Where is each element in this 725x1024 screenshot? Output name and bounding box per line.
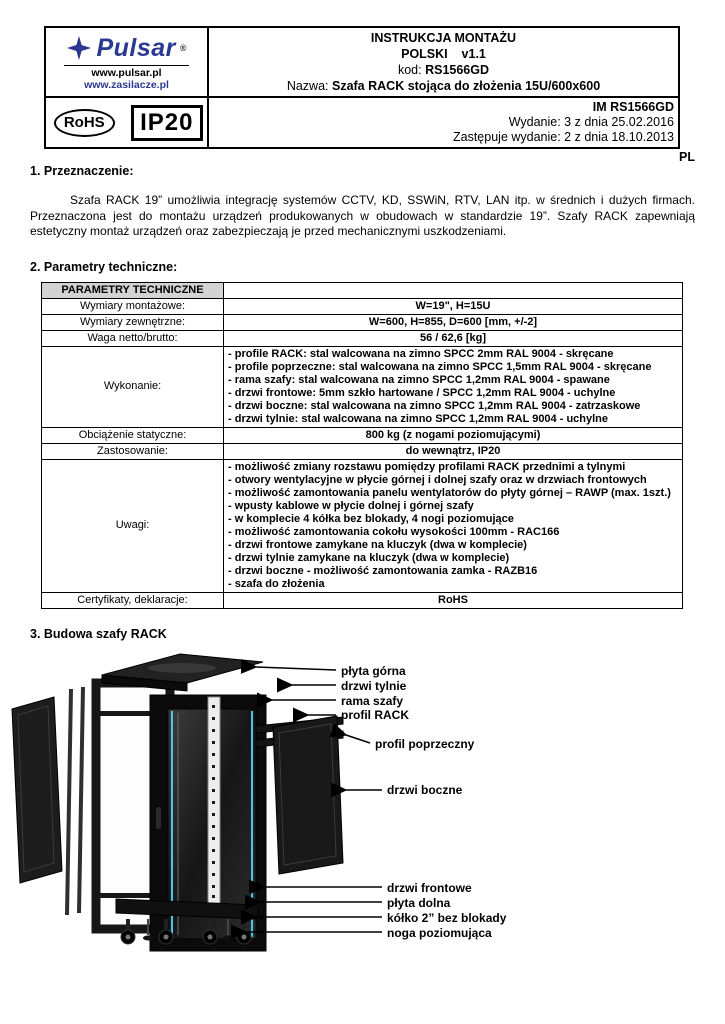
- row-label: Wymiary zewnętrzne:: [42, 314, 224, 330]
- row-value: 800 kg (z nogami poziomującymi): [224, 427, 683, 443]
- url-pulsar: www.pulsar.pl: [91, 66, 162, 79]
- vertical-rod-shape: [79, 687, 83, 913]
- row-value: W=600, H=855, D=600 [mm, +/-2]: [224, 314, 683, 330]
- row-label: Obciążenie statyczne:: [42, 427, 224, 443]
- code-value: RS1566GD: [425, 63, 490, 77]
- list-line: - drzwi boczne - możliwość zamontowania zamka - RAZB16: [228, 564, 538, 577]
- logo-divider: [64, 65, 189, 66]
- vertical-rod-shape: [67, 689, 71, 915]
- diagram-label-profil-rack: profil RACK: [341, 707, 409, 722]
- list-line: - drzwi frontowe: 5mm szkło hartowane / SPCC 1,2mm RAL 9004 - uchylne: [228, 386, 616, 399]
- doc-code-line: [213, 62, 674, 78]
- diagram-label-drzwi-tylnie: drzwi tylnie: [341, 678, 407, 693]
- row-value: W=19", H=15U: [224, 298, 683, 314]
- doc-language-version: POLSKI v1.1: [401, 47, 486, 61]
- replaces-line: Zastępuje wydanie: 2 z dnia 18.10.2013: [453, 130, 674, 144]
- section3-title: 3. Budowa szafy RACK: [30, 626, 167, 641]
- header-table: [44, 26, 680, 149]
- list-line: - drzwi tylnie zamykane na kluczyk (dwa w komplecie): [228, 551, 510, 564]
- pulsar-logo: [50, 34, 203, 63]
- diagram-label-plyta-gorna: płyta górna: [341, 663, 406, 678]
- table-row: [42, 592, 683, 608]
- name-label: Nazwa:: [286, 79, 332, 93]
- code-label: kod:: [397, 63, 426, 77]
- table-header-cell: PARAMETRY TECHNICZNE: [42, 282, 224, 298]
- table-row: [42, 459, 683, 592]
- diagram-label-rama-szafy: rama szafy: [341, 693, 404, 708]
- rack-exploded-diagram: [10, 647, 695, 970]
- list-line: - wpusty kablowe w płycie dolnej i górnej szafy: [228, 499, 474, 512]
- badges-cell: [45, 97, 208, 148]
- doc-title: INSTRUKCJA MONTAŻU: [370, 31, 517, 45]
- table-header-row: [42, 282, 683, 298]
- row-value-list: [224, 346, 683, 427]
- language-mark: PL: [679, 150, 695, 164]
- diagram-label-drzwi-frontowe: drzwi frontowe: [387, 880, 472, 895]
- name-value: Szafa RACK stojąca do złożenia 15U/600x600: [331, 79, 601, 93]
- edition-line: Wydanie: 3 z dnia 25.02.2016: [508, 115, 674, 129]
- list-line: - drzwi frontowe zamykane na kluczyk (dwa w komplecie): [228, 538, 527, 551]
- table-row: [42, 314, 683, 330]
- list-line: - drzwi tylnie: stal walcowana na zimno SPCC 1,2mm RAL 9004 - uchylne: [228, 412, 609, 425]
- badges-wrap: [50, 105, 203, 141]
- row-value: do wewnątrz, IP20: [224, 443, 683, 459]
- section1-title: 1. Przeznaczenie:: [30, 164, 134, 178]
- list-line: - możliwość zamontowania cokołu wysokości 100mm - RAC166: [228, 525, 560, 538]
- row-label: Wymiary montażowe:: [42, 298, 224, 314]
- diagram-label-plyta-dolna: płyta dolna: [387, 895, 451, 910]
- diagram-label-kolko: kółko 2” bez blokady: [387, 910, 507, 925]
- row-label: Certyfikaty, deklaracje:: [42, 592, 224, 608]
- row-label: Wykonanie:: [42, 346, 224, 427]
- rack-exploded-drawing: [10, 647, 570, 965]
- section2-title: 2. Parametry techniczne:: [30, 259, 178, 274]
- callout-labels: [341, 664, 507, 940]
- list-line: - możliwość zamontowania panelu wentylatorów do płyty górnej – RAWP (max. 1szt.): [228, 486, 671, 499]
- list-line: - profile poprzeczne: stal walcowana na zimno SPCC 1,5mm RAL 9004 - skręcane: [228, 360, 652, 373]
- url-zasilacze: www.zasilacze.pl: [84, 78, 169, 91]
- list-line: - drzwi boczne: stal walcowana na zimno SPCC 1,2mm RAL 9004 - zatrzaskowe: [228, 399, 641, 412]
- row-label: Zastosowanie:: [42, 443, 224, 459]
- list-line: - otwory wentylacyjne w płycie górnej i dolnej szafy oraz w drzwiach frontowych: [228, 473, 647, 486]
- pulsar-star-icon: [66, 35, 92, 61]
- list-line: - możliwość zmiany rozstawu pomiędzy profilami RACK przednimi a tylnymi: [228, 460, 626, 473]
- list-line: - rama szafy: stal walcowana na zimno SPCC 1,2mm RAL 9004 - spawane: [228, 373, 610, 386]
- registered-mark: ®: [179, 43, 187, 53]
- list-line: - profile RACK: stal walcowana na zimno SPCC 2mm RAL 9004 - skręcane: [228, 347, 614, 360]
- arrow-plyta-gorna: [256, 667, 336, 670]
- side-door-shape: [273, 716, 343, 874]
- rohs-badge: RoHS: [54, 109, 115, 137]
- table-row: [42, 346, 683, 427]
- top-plate-shape: [102, 654, 263, 691]
- row-value: RoHS: [224, 592, 683, 608]
- issue-cell: [208, 97, 679, 148]
- diagram-label-drzwi-boczne: drzwi boczne: [387, 782, 463, 797]
- header-titles-cell: [208, 27, 679, 97]
- list-line: - szafa do złożenia: [228, 577, 325, 590]
- arrow-profil-poprzeczny: [346, 735, 370, 743]
- row-label: Uwagi:: [42, 459, 224, 592]
- table-header-empty-cell: [224, 282, 683, 298]
- table-row: [42, 330, 683, 346]
- doc-name-line: [213, 78, 674, 94]
- parameters-table: [41, 282, 683, 609]
- section1-paragraph: Szafa RACK 19” umożliwia integrację systemów CCTV, KD, SSWiN, RTV, LAN itp. w średnich i dużych firmach. Przeznaczona jest do montażu urządzeń produkowanych w obudowach w standardzie 19”. Szafy RACK zapewniają estetyczny montaż urządzeń oraz zabezpieczają je przed mechanicznymi uszkodzeniami.: [30, 193, 695, 238]
- list-line: - w komplecie 4 kółka bez blokady, 4 nogi poziomujące: [228, 512, 514, 525]
- row-value-list: [224, 459, 683, 592]
- row-value: 56 / 62,6 [kg]: [224, 330, 683, 346]
- table-row: [42, 298, 683, 314]
- row-label: Waga netto/brutto:: [42, 330, 224, 346]
- diagram-label-profil-poprzeczny: profil poprzeczny: [375, 736, 475, 751]
- ip20-badge: IP20: [131, 105, 203, 141]
- rack-profile-shape: [208, 697, 220, 903]
- rear-door-shape: [12, 697, 62, 883]
- table-row: [42, 443, 683, 459]
- im-number: IM RS1566GD: [592, 100, 674, 114]
- diagram-label-noga: noga poziomująca: [387, 925, 492, 940]
- logo-cell: [45, 27, 208, 97]
- brand-name: Pulsar: [96, 33, 176, 62]
- table-row: [42, 427, 683, 443]
